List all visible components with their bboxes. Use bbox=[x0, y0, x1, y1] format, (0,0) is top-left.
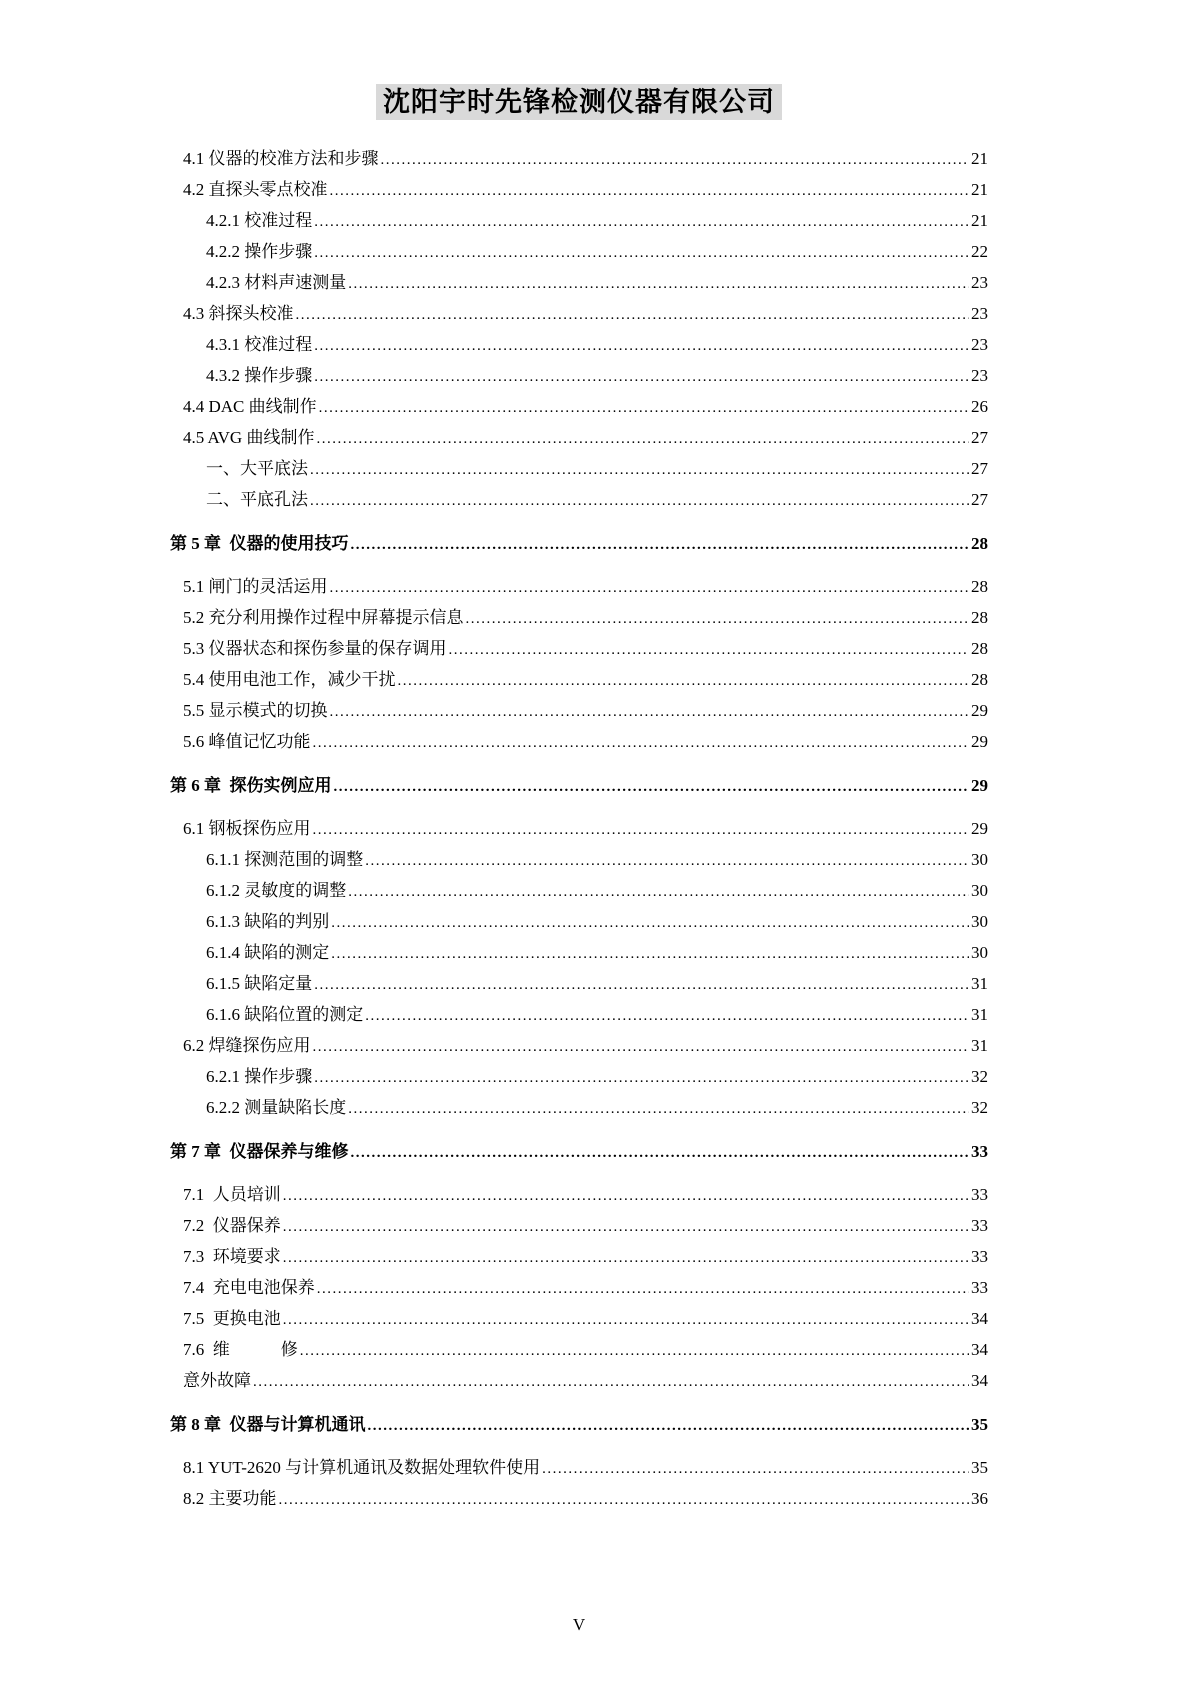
toc-entry-label: 4.2.2 操作步骤 bbox=[206, 242, 313, 261]
toc-leader-dots bbox=[310, 454, 969, 485]
toc-leader-dots bbox=[317, 1273, 969, 1304]
toc-leader-dots bbox=[314, 1062, 969, 1093]
toc-entry-label: 4.4 DAC 曲线制作 bbox=[183, 397, 317, 416]
toc-page-number: 33 bbox=[971, 1185, 988, 1204]
toc-leader-dots bbox=[368, 1410, 970, 1441]
toc-entry bbox=[170, 665, 988, 696]
toc-leader-dots bbox=[300, 1335, 969, 1366]
toc-entry bbox=[170, 727, 988, 758]
toc-entry bbox=[170, 1484, 988, 1515]
toc-page-number: 30 bbox=[971, 912, 988, 931]
toc-entry-label: 一、大平底法 bbox=[206, 459, 308, 478]
toc-page-number: 30 bbox=[971, 943, 988, 962]
toc-page-number: 22 bbox=[971, 242, 988, 261]
toc-leader-dots bbox=[314, 330, 969, 361]
toc-page-number: 28 bbox=[971, 639, 988, 658]
toc-entry bbox=[170, 237, 988, 268]
toc-entry bbox=[170, 938, 988, 969]
toc-page-number: 34 bbox=[971, 1340, 988, 1359]
toc-page-number: 34 bbox=[971, 1309, 988, 1328]
toc-entry bbox=[170, 454, 988, 485]
toc-leader-dots bbox=[253, 1366, 969, 1397]
toc-entry bbox=[170, 392, 988, 423]
toc-entry bbox=[170, 572, 988, 603]
toc-leader-dots bbox=[283, 1211, 969, 1242]
toc-leader-dots bbox=[330, 696, 970, 727]
toc-entry bbox=[170, 1453, 988, 1484]
toc-leader-dots bbox=[398, 665, 970, 696]
toc-page-number: 23 bbox=[971, 273, 988, 292]
toc-leader-dots bbox=[296, 299, 970, 330]
toc-entry-label: 6.1.5 缺陷定量 bbox=[206, 974, 313, 993]
toc-leader-dots bbox=[330, 572, 970, 603]
toc-page-number: 29 bbox=[971, 819, 988, 838]
toc-page-number: 23 bbox=[971, 366, 988, 385]
toc-entry bbox=[170, 969, 988, 1000]
toc-entry bbox=[170, 1273, 988, 1304]
toc-page-number: 31 bbox=[971, 1036, 988, 1055]
toc-entry-label: 8.2 主要功能 bbox=[183, 1489, 277, 1508]
toc-page-number: 23 bbox=[971, 335, 988, 354]
toc-entry bbox=[170, 299, 988, 330]
toc-entry-label: 4.2.3 材料声速测量 bbox=[206, 273, 347, 292]
toc-page-number: 26 bbox=[971, 397, 988, 416]
toc-leader-dots bbox=[310, 485, 969, 516]
toc-entry bbox=[170, 206, 988, 237]
document-header bbox=[170, 0, 988, 120]
toc-entry-label: 6.1.2 灵敏度的调整 bbox=[206, 881, 347, 900]
toc-leader-dots bbox=[313, 727, 970, 758]
toc-leader-dots bbox=[279, 1484, 970, 1515]
toc-leader-dots bbox=[466, 603, 970, 634]
toc-entry-label: 5.4 使用电池工作，减少干扰 bbox=[183, 670, 396, 689]
toc-leader-dots bbox=[283, 1242, 969, 1273]
toc-leader-dots bbox=[283, 1180, 969, 1211]
toc-entry bbox=[170, 1242, 988, 1273]
toc-entry bbox=[170, 175, 988, 206]
toc-entry-label: 7.5 更换电池 bbox=[183, 1309, 281, 1328]
toc-page-number: 21 bbox=[971, 211, 988, 230]
toc-entry-label: 7.6 维 修 bbox=[183, 1340, 298, 1359]
toc-entry bbox=[170, 1211, 988, 1242]
toc-entry-label: 7.3 环境要求 bbox=[183, 1247, 281, 1266]
toc-entry-label: 7.1 人员培训 bbox=[183, 1185, 281, 1204]
toc-leader-dots bbox=[313, 1031, 970, 1062]
toc-entry bbox=[170, 330, 988, 361]
toc-entry bbox=[170, 845, 988, 876]
toc-entry bbox=[170, 876, 988, 907]
toc-leader-dots bbox=[365, 1000, 969, 1031]
toc-entry-label: 6.1 钢板探伤应用 bbox=[183, 819, 311, 838]
toc-entry bbox=[170, 423, 988, 454]
toc-entry-label: 5.5 显示模式的切换 bbox=[183, 701, 328, 720]
toc-page-number: 28 bbox=[971, 534, 988, 553]
toc-entry-label: 第 8 章 仪器与计算机通讯 bbox=[170, 1415, 366, 1434]
toc-entry-label: 6.2.2 测量缺陷长度 bbox=[206, 1098, 347, 1117]
toc-entry bbox=[170, 907, 988, 938]
toc-page-number: 33 bbox=[971, 1278, 988, 1297]
toc-leader-dots bbox=[348, 268, 969, 299]
toc-entry-label: 7.2 仪器保养 bbox=[183, 1216, 281, 1235]
toc-entry-label: 4.3.2 操作步骤 bbox=[206, 366, 313, 385]
toc-page-number: 30 bbox=[971, 881, 988, 900]
toc-entry-label: 二、平底孔法 bbox=[206, 490, 308, 509]
toc-page-number: 35 bbox=[971, 1458, 988, 1477]
toc-leader-dots bbox=[348, 1093, 969, 1124]
toc-entry bbox=[170, 771, 988, 802]
toc-page-number: 32 bbox=[971, 1067, 988, 1086]
toc-entry bbox=[170, 1137, 988, 1168]
toc-page-number: 31 bbox=[971, 974, 988, 993]
toc-entry bbox=[170, 634, 988, 665]
toc-entry-label: 6.1.4 缺陷的测定 bbox=[206, 943, 330, 962]
toc-entry-label: 6.2 焊缝探伤应用 bbox=[183, 1036, 311, 1055]
toc-leader-dots bbox=[283, 1304, 969, 1335]
toc-page-number: 23 bbox=[971, 304, 988, 323]
toc-entry bbox=[170, 1304, 988, 1335]
toc-entry-label: 第 5 章 仪器的使用技巧 bbox=[170, 534, 349, 553]
toc-entry-label: 5.6 峰值记忆功能 bbox=[183, 732, 311, 751]
toc-entry-label: 5.1 闸门的灵活运用 bbox=[183, 577, 328, 596]
toc-entry-label: 5.3 仪器状态和探伤参量的保存调用 bbox=[183, 639, 447, 658]
table-of-contents bbox=[170, 144, 988, 1515]
toc-entry bbox=[170, 696, 988, 727]
toc-page-number: 21 bbox=[971, 149, 988, 168]
toc-page-number: 29 bbox=[971, 732, 988, 751]
toc-entry-label: 4.2 直探头零点校准 bbox=[183, 180, 328, 199]
toc-leader-dots bbox=[314, 969, 969, 1000]
toc-entry-label: 4.2.1 校准过程 bbox=[206, 211, 313, 230]
toc-page-number: 21 bbox=[971, 180, 988, 199]
toc-entry bbox=[170, 1180, 988, 1211]
toc-entry-label: 5.2 充分利用操作过程中屏幕提示信息 bbox=[183, 608, 464, 627]
toc-page-number: 31 bbox=[971, 1005, 988, 1024]
toc-entry-label: 7.4 充电电池保养 bbox=[183, 1278, 315, 1297]
toc-leader-dots bbox=[365, 845, 969, 876]
toc-entry bbox=[170, 1335, 988, 1366]
toc-entry bbox=[170, 268, 988, 299]
toc-leader-dots bbox=[314, 206, 969, 237]
toc-page-number: 35 bbox=[971, 1415, 988, 1434]
toc-entry-label: 第 7 章 仪器保养与维修 bbox=[170, 1142, 349, 1161]
toc-entry-label: 8.1 YUT-2620 与计算机通讯及数据处理软件使用 bbox=[183, 1458, 541, 1477]
toc-entry bbox=[170, 144, 988, 175]
toc-leader-dots bbox=[334, 771, 970, 802]
toc-page-number: 27 bbox=[971, 490, 988, 509]
toc-leader-dots bbox=[313, 814, 970, 845]
toc-leader-dots bbox=[331, 938, 969, 969]
page-title: 沈阳宇时先锋检测仪器有限公司 bbox=[376, 84, 782, 120]
toc-entry bbox=[170, 1031, 988, 1062]
toc-entry-label: 4.3.1 校准过程 bbox=[206, 335, 313, 354]
toc-entry-label: 意外故障 bbox=[183, 1371, 251, 1390]
toc-page-number: 29 bbox=[971, 776, 988, 795]
toc-page-number: 33 bbox=[971, 1142, 988, 1161]
toc-entry bbox=[170, 485, 988, 516]
toc-page-number: 30 bbox=[971, 850, 988, 869]
toc-leader-dots bbox=[331, 907, 969, 938]
toc-leader-dots bbox=[449, 634, 970, 665]
toc-entry bbox=[170, 529, 988, 560]
page-number-footer: V bbox=[572, 1615, 586, 1634]
toc-page-number: 33 bbox=[971, 1216, 988, 1235]
toc-entry bbox=[170, 1410, 988, 1441]
toc-entry-label: 6.1.6 缺陷位置的测定 bbox=[206, 1005, 364, 1024]
toc-entry bbox=[170, 1093, 988, 1124]
toc-page-number: 36 bbox=[971, 1489, 988, 1508]
toc-page-number: 29 bbox=[971, 701, 988, 720]
toc-leader-dots bbox=[381, 144, 970, 175]
toc-leader-dots bbox=[330, 175, 970, 206]
toc-entry bbox=[170, 1366, 988, 1397]
toc-leader-dots bbox=[316, 423, 969, 454]
toc-leader-dots bbox=[319, 392, 969, 423]
toc-page-number: 27 bbox=[971, 428, 988, 447]
toc-page-number: 32 bbox=[971, 1098, 988, 1117]
toc-leader-dots bbox=[351, 529, 970, 560]
toc-page-number: 27 bbox=[971, 459, 988, 478]
toc-entry bbox=[170, 361, 988, 392]
toc-entry bbox=[170, 1000, 988, 1031]
toc-leader-dots bbox=[351, 1137, 970, 1168]
toc-entry bbox=[170, 1062, 988, 1093]
toc-page-number: 28 bbox=[971, 577, 988, 596]
toc-entry-label: 4.1 仪器的校准方法和步骤 bbox=[183, 149, 379, 168]
toc-leader-dots bbox=[348, 876, 969, 907]
toc-page-number: 34 bbox=[971, 1371, 988, 1390]
toc-entry-label: 4.3 斜探头校准 bbox=[183, 304, 294, 323]
toc-entry-label: 6.1.3 缺陷的判别 bbox=[206, 912, 330, 931]
page-content bbox=[170, 0, 988, 1515]
toc-entry-label: 4.5 AVG 曲线制作 bbox=[183, 428, 315, 447]
toc-entry bbox=[170, 814, 988, 845]
toc-leader-dots bbox=[314, 237, 969, 268]
toc-page-number: 28 bbox=[971, 608, 988, 627]
toc-leader-dots bbox=[542, 1453, 969, 1484]
toc-page-number: 28 bbox=[971, 670, 988, 689]
toc-entry-label: 6.2.1 操作步骤 bbox=[206, 1067, 313, 1086]
toc-entry bbox=[170, 603, 988, 634]
toc-entry-label: 6.1.1 探测范围的调整 bbox=[206, 850, 364, 869]
toc-leader-dots bbox=[314, 361, 969, 392]
toc-entry-label: 第 6 章 探伤实例应用 bbox=[170, 776, 332, 795]
toc-page-number: 33 bbox=[971, 1247, 988, 1266]
